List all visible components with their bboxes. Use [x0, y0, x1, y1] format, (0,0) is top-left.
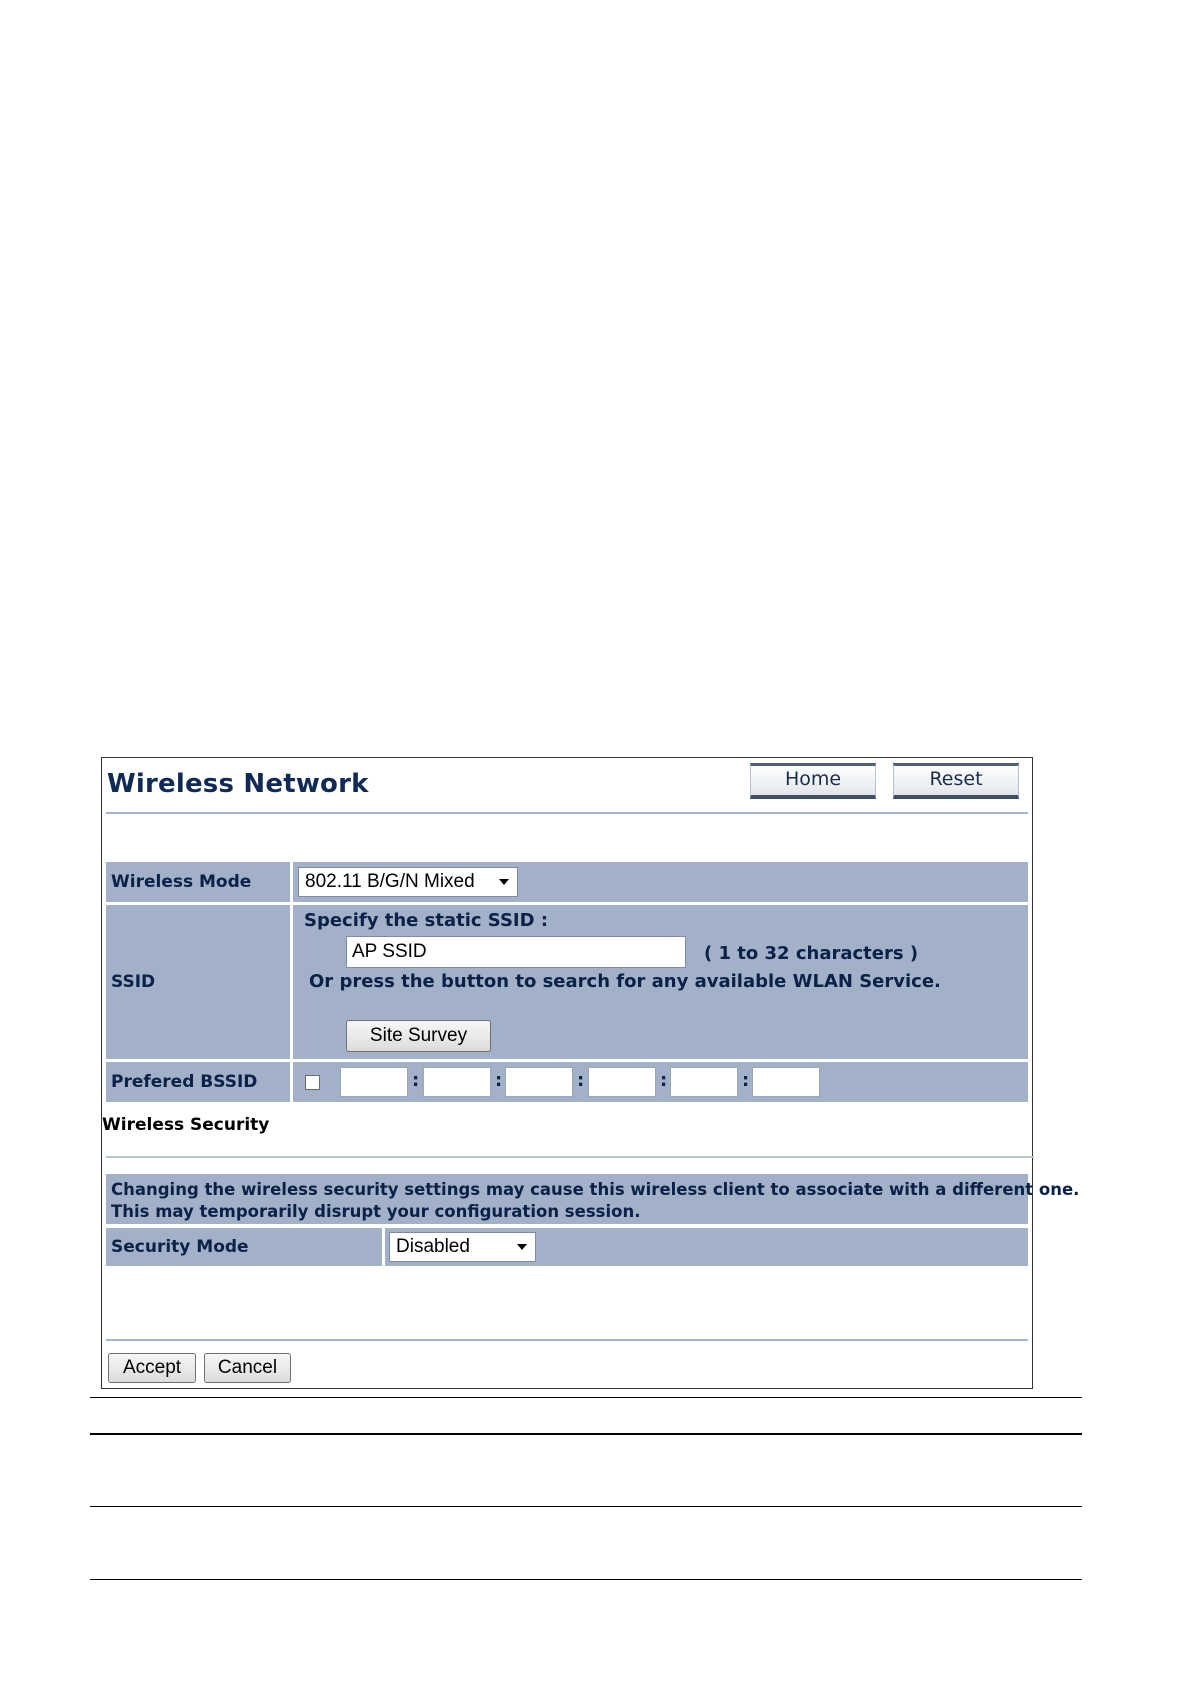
chevron-down-icon: [499, 879, 509, 885]
column-separator: [290, 862, 293, 902]
column-separator: [290, 905, 293, 1059]
document-rule: [90, 1397, 1082, 1398]
wireless-network-panel: [101, 757, 1080, 1389]
security-warning-text: [111, 1179, 1079, 1223]
bssid-separator: :: [495, 1070, 503, 1091]
security-mode-select[interactable]: [389, 1232, 536, 1262]
bssid-octet-3[interactable]: [505, 1067, 573, 1097]
footer-divider: [106, 1339, 1028, 1341]
ssid-search-text: Or press the button to search for any available WLAN Service.: [309, 971, 941, 992]
security-mode-row: [106, 1228, 1028, 1266]
bssid-separator: :: [577, 1070, 585, 1091]
document-rule: [90, 1506, 1082, 1507]
ssid-label: SSID: [106, 905, 290, 1059]
ssid-instruction: Specify the static SSID :: [304, 910, 549, 931]
bssid-label: Prefered BSSID: [106, 1062, 290, 1102]
bssid-octet-6[interactable]: [752, 1067, 820, 1097]
document-rule: [90, 1579, 1082, 1580]
wireless-mode-value: 802.11 B/G/N Mixed: [305, 871, 475, 892]
ssid-input[interactable]: AP SSID: [346, 936, 686, 968]
chevron-down-icon: [517, 1244, 527, 1250]
wireless-mode-select[interactable]: [298, 867, 518, 897]
security-warning-line-1: Changing the wireless security settings may cause this wireless client to associate with a different one.: [111, 1180, 1080, 1199]
bssid-octet-5[interactable]: [670, 1067, 738, 1097]
home-button[interactable]: Home: [750, 763, 876, 799]
bssid-octet-2[interactable]: [423, 1067, 491, 1097]
accept-button[interactable]: Accept: [108, 1353, 196, 1383]
bssid-row: [106, 1062, 1028, 1102]
security-divider: [106, 1156, 1034, 1158]
bssid-separator: :: [660, 1070, 668, 1091]
security-mode-value: Disabled: [396, 1236, 470, 1257]
wireless-security-heading: Wireless Security: [102, 1115, 270, 1135]
column-separator: [290, 1062, 293, 1102]
reset-button[interactable]: Reset: [893, 763, 1019, 799]
column-separator: [382, 1228, 385, 1266]
bssid-separator: :: [412, 1070, 420, 1091]
site-survey-button[interactable]: Site Survey: [346, 1020, 491, 1052]
bssid-checkbox[interactable]: [305, 1075, 320, 1090]
ssid-length-hint: ( 1 to 32 characters ): [704, 943, 919, 964]
cancel-button[interactable]: Cancel: [204, 1353, 291, 1383]
page-title: Wireless Network: [107, 769, 369, 799]
bssid-separator: :: [742, 1070, 750, 1091]
bssid-octet-1[interactable]: [340, 1067, 408, 1097]
security-warning-line-2: This may temporarily disrupt your configuration session.: [111, 1202, 641, 1221]
document-rule: [90, 1433, 1082, 1435]
security-warning-row: [106, 1174, 1080, 1224]
bssid-octet-4[interactable]: [588, 1067, 656, 1097]
ssid-row: [106, 905, 1028, 1059]
security-mode-label: Security Mode: [106, 1228, 382, 1266]
wireless-mode-row: [106, 862, 1028, 902]
wireless-mode-label: Wireless Mode: [106, 862, 290, 902]
title-divider: [106, 812, 1028, 814]
